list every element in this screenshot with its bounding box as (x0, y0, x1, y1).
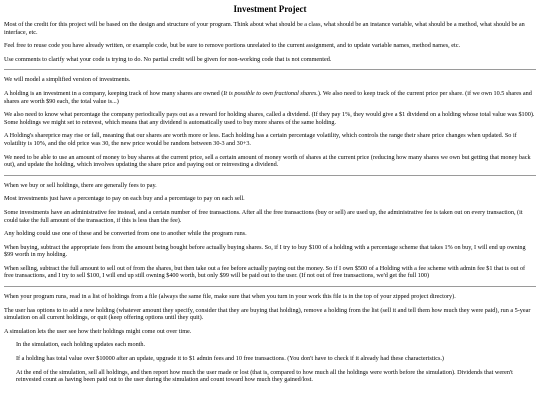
holding-definition-text-start: A holding is an investment in a company, keeping track of how many shares are owned ( (4, 89, 224, 97)
section-divider (4, 175, 536, 176)
simulation-monthly-update: In the simulation, each holding updates each month. (16, 341, 146, 349)
file-input-paragraph: When your program runs, read in a list of holdings from a file (always the same file, make sure that when you turn in your work this file is in the top of your zipped project directory). (4, 293, 456, 301)
buying-fee-paragraph: When buying, subtract the appropriate fees from the amount being bought before actually buying shares. So, if I try to buy $100 of a holding with a percentage scheme that takes 1% on buy, I will end up owning $99 worth in my holding. (4, 243, 526, 259)
user-options-paragraph: The user has options to to add a new holding (whatever amount they specify, consider that they are buying that holding), remove a holding from the list (sell it and tell them how much they were paid), run a 5-year simulation on all current holdings, or quit (keep offering options until they quit). (4, 306, 531, 322)
intro-paragraph-comments: Use comments to clarify what your code is trying to do. No partial credit will be given for non-working code that is not commented. (4, 55, 332, 63)
fractional-shares-note: It is possible to own fractional shares. (223, 89, 318, 97)
holding-definition-paragraph (4, 90, 536, 105)
percentage-fees-paragraph: Most investments just have a percentage to pay on each buy and a percentage to pay on each sell. (4, 195, 245, 203)
buy-sell-update-paragraph: We need to be able to use an amount of money to buy shares at the current price, sell a certain amount of money worth of shares at the current price (reducing how many shares we own but getting that money back out), and update the holding, which involves updating the share price and paying out or reinvesting a dividend. (4, 153, 531, 169)
model-intro-paragraph: We will model a simplified version of investments. (4, 76, 131, 84)
section-divider (4, 69, 536, 70)
page-title: Investment Project (233, 4, 307, 14)
fees-intro-paragraph: When we buy or sell holdings, there are generally fees to pay. (4, 181, 157, 189)
simulation-end-report: At the end of the simulation, sell all holdings, and then report how much the user made or lost (that is, compared to how much all the holdings were worth before the simulation). Dividends that weren't reinvested count as having been paid out to the user during the simulation and count toward how much they gained/lost. (16, 368, 513, 384)
intro-paragraph-reuse: Feel free to reuse code you have already written, or example code, but be sure to remove portions unrelated to the current assignment, and to update variable names, method names, etc. (4, 42, 460, 50)
selling-fee-paragraph: When selling, subtract the full amount to sell out of from the shares, but then take out a fee before actually paying out the money. So if I own $500 of a Holding with a fee scheme with admin fee $1 that is out of free transactions, and I try to sell $100, I will end up still owning $400 worth, but only $99 will be paid out to the user. (If not out of free transactions, we'd get the full 100) (4, 264, 526, 280)
simulation-intro-paragraph: A simulation lets the user see how their holdings might come out over time. (4, 327, 192, 335)
fee-conversion-paragraph: Any holding could use one of these and be converted from one to another while the program runs. (4, 230, 247, 238)
holding-definition-text-end: ). We also need to keep track of the current price per share. (if we own 10.5 shares and shares are worth $90 each, the total value is...) (4, 89, 532, 105)
admin-fee-paragraph: Some investments have an administrative fee instead, and a certain number of free transactions. After all the free transactions (buy or sell) are used up, the administrative fee is taken out on every transaction, (it could take the full amount of the transaction, if this is less than the fee). (4, 208, 523, 224)
simulation-upgrade-rule: If a holding has total value over $10000 after an update, upgrade it to $1 admin fees and 10 free transactions. (You don't have to check if it already had these characteristics.) (16, 355, 444, 363)
dividend-paragraph: We also need to know what percentage the company periodically pays out as a reward for holding shares, called a dividend. (If they pay 1%, they would give a $1 dividend on a holding whose total value was $100). Some holdings we might set to reinvest, which means that any dividend is automatically used to buy more shares of the same holding. (4, 111, 535, 126)
intro-paragraph-design: Most of the credit for this project will be based on the design and structure of your program. Think about what should be a class, what should be an instance variable, what should be a method, what should be an interface, etc. (4, 21, 525, 36)
section-divider (4, 286, 536, 287)
volatility-paragraph: A Holding's shareprice may rise or fall, meaning that our shares are worth more or less. Each holding has a certain percentage volatility, which controls the range their share price changes when updated. So if volatility is 10%, and the old price was 30, the new price would be random between 30-3 and 30+3. (4, 132, 517, 147)
